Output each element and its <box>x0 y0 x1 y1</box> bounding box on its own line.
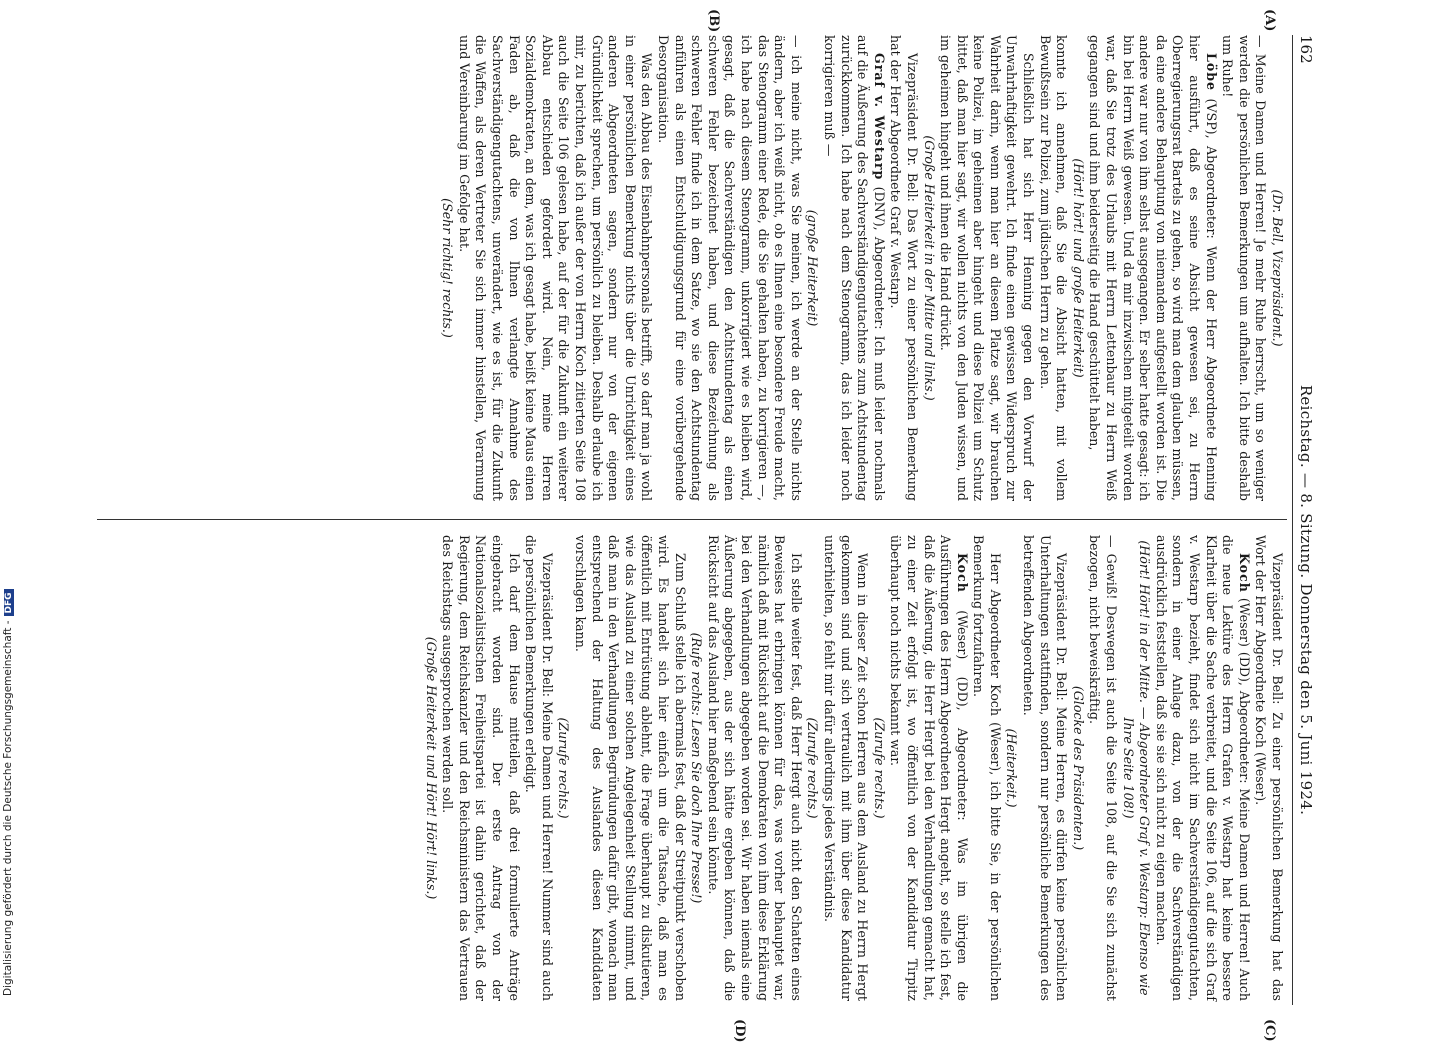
paragraph: Vizepräsident Dr. Bell: Das Wort zu einer persönlichen Bemerkung hat der Herr Abgeordnete Graf v. Westarp. <box>888 35 920 501</box>
paragraph: Vizepräsident Dr. Bell: Meine Herren, es dürfen keine persönlichen Unterhaltungen stattfinden, sondern nur persönliche Bemerkungen des betreffenden Abgeordneten. <box>1021 535 1070 1001</box>
running-title: Reichstag. — 8. Sitzung. Donnerstag den 5. Juni 1924. <box>1297 384 1315 816</box>
interjection: (Heiterkeit.) <box>1004 728 1020 808</box>
paragraph: Ich darf dem Hause mitteilen, daß drei formulierte Anträge eingebracht worden sind. Der erste Antrag von der Nationalsozialistischen Freiheitspartei ist dahin gerichtet, daß der Regierung, dem Reichskanzler und den Reichsministern das Vertrauen des Reichstags ausgesprochen werden soll. <box>440 535 522 1001</box>
speech-paragraph <box>1086 35 1219 501</box>
paragraph: Vizepräsident Dr. Bell: Zu einer persönlichen Bemerkung hat das Wort der Herr Abgeordnete Koch (Weser). <box>1253 535 1285 1001</box>
paragraph: — Gewiß! Deswegen ist auch die Seite 108, auf die Sie sich zunächst bezogen, nicht beweiskräftig. <box>1087 535 1120 1001</box>
credit-text: Digitalisierung gefördert durch die Deutsche Forschungsgemeinschaft - <box>2 620 14 996</box>
speech-text: (DNV), Abgeordneter: Ich muß leider nochmals auf die Äußerung des Sachverständigengutachtens zum Achtstundentag zurückkommen. Ich habe nach dem Stenogramm, das ich leider noch korrigieren muß — <box>821 35 887 501</box>
paragraph: — Meine Damen und Herren! Je mehr Ruhe herrscht, um so weniger werden die persönlichen Bemerkungen um aufhalten. Ich bitte deshalb um Ruhe! <box>1220 35 1269 501</box>
interjection: (Zurufe rechts.) <box>556 717 572 819</box>
interjection: (Zurufe rechts.) <box>871 717 887 819</box>
interjection: (Sehr richtig! rechts.) <box>440 198 456 338</box>
page-header <box>1291 35 1317 1005</box>
speaker-name: Koch <box>954 553 970 593</box>
paragraph: Wenn in dieser Zeit schon Herren aus dem Ausland zu Herrn Hergt gekommen sind und sich vertraulich mit ihm über diese Kandidatur unterhielten, so fehlt mir dafür allerdings jedes Verständnis. <box>821 535 871 1001</box>
digitization-credit <box>2 6 16 996</box>
speaker-note: (Dr. Bell, Vizepräsident.) <box>1270 189 1285 347</box>
margin-mark-b: (B) <box>706 9 721 33</box>
speaker-name: Löbe <box>1203 53 1219 92</box>
paragraph: Was den Abbau des Eisenbahnpersonals betrifft, so darf man ja wohl in einer persönlichen Bemerkung nichts über die Unrichtigkeit eines anderen Abgeordneten sagen, sondern nur von der eigenen Gründlichkeit sprechen, um persönlich zu bleiben. Deshalb erlaube ich mir, zu berichten, daß ich außer der von Herrn Koch zitierten Seite 108 auch die Seite 106 gelesen habe, auf der für die Zukunft ein weiterer Abbau entschieden gefordert wird. Nein, meine Herren Sozialdemokraten, an dem, was ich gesagt habe, beißt keine Maus einen Faden ab, daß die von Ihnen verlangte Annahme des Sachverständigengutachtens, unverändert, wie es ist, für die Zukunft die Waffen, als deren Vertreter Sie sich immer hinstellen, Verarmung und Vereinbarung im Gefolge hat. <box>456 35 655 501</box>
speaker-name: Graf v. Westarp <box>871 53 887 181</box>
paragraph: konnte ich annehmen, daß Sie die Absicht hatten, mit vollem Bewußtsein zur Polizei, zum jüdischen Herrn zu gehen. <box>1037 35 1070 501</box>
dfg-logo: DFG <box>4 589 14 616</box>
speech-text: (Weser) (DD), Abgeordneter: Meine Damen und Herren! Auch die neue Lektüre des Herrn Grafen v. Westarp hat keine bessere Klarheit über die Sache verbreitet, und die Seite 106, auf die sich Graf v. Westarp bezieht, findet sich nicht im Sachverständigengutachten, sondern in einer Anlage dazu, von der die Sachverständigen ausdrücklich feststellen, daß sie sie sich nicht zu eigen machen. <box>1153 535 1252 1001</box>
paragraph: Herr Abgeordneter Koch (Weser), ich bitte Sie, in der persönlichen Bemerkung fortzufahren. <box>971 535 1003 1001</box>
interjection: (Hört! Hört! in der Mitte. — Abgeordneter Graf v. Westarp: Ebenso wie Ihre Seite 108!) <box>1120 540 1153 996</box>
paragraph: Zum Schluß stelle ich abermals fest, daß der Streitpunkt verschoben wird. Es handelt sich hier einfach um die Tatsache, daß man es öffentlich mit Entrüstung ablehnt, die Frage überhaupt zu diskutieren, wie das Ausland zu einer solchen Angelegenheit Stellung nimmt, und daß man in den Verhandlungen Begründungen dafür gibt, wonach man entsprechend der Haltung des Auslandes diesen Kandidaten vorschlagen kann. <box>573 535 688 1001</box>
speech-text: (VSP), Abgeordneter: Wenn der Herr Abgeordnete Henning hier ausführt, daß es seine Absicht gewesen sei, zu Herrn Oberregierungsrat Bartels zu gehen, so wird man dem glauben müssen, da eine andere Behauptung von niemandem aufgestellt worden ist. Die andere war nur von ihm selbst ausgegangen. Er selber hatte gesagt: ich bin bei Herrn Weiß gewesen. Und da mir inzwischen mitgeteilt worden war, daß Sie trotz des Urlaubs mit Herrn Lettenbaur zu Herrn Weiß gegangen sind und ihm beiderseitig die Hand geschüttelt haben, <box>1087 35 1219 501</box>
speech-paragraph <box>820 35 886 501</box>
speech-paragraph <box>887 535 970 1001</box>
paragraph: Schließlich hat sich Herr Henning gegen den Vorwurf der Unwahrhaftigkeit gewehrt. Ich finde einen gewissen Widerspruch zur Wahrheit darin, wenn man hier an diesem Platze sagt, wir brauchen keine Polizei, im geheimen aber hingeht und diese Polizei um Schutz bittet, daß man hier sagt, wir wollen nichts von den Juden wissen, und im geheimen hingeht und ihnen die Hand drückt. <box>938 35 1037 501</box>
paragraph: Ich stelle weiter fest, daß Herr Hergt auch nicht den Schatten eines Beweises hat erbringen können für das, was vorher behauptet war, nämlich daß mit Rücksicht auf die Demokraten von ihm diese Erklärung bei den Verhandlungen abgegeben worden sei. Wir haben niemals eine Äußerung abgegeben, aus der sich hätte ergeben können, daß die Rücksicht auf das Ausland hier maßgebend sein könnte. <box>705 535 804 1001</box>
interjection: (Große Heiterkeit in der Mitte und links.) <box>921 135 937 401</box>
column-divider <box>97 519 1287 520</box>
interjection: (Rufe rechts: Lesen Sie doch Ihre Presse!) <box>689 632 705 904</box>
page-number: 162 <box>1297 35 1315 64</box>
margin-mark-a: (A) <box>1262 9 1277 32</box>
paragraph: — ich meine nicht, was Sie meinen, ich werde an der Stelle nichts ändern, aber ich weiß nicht, ob es Ihnen eine besondere Freude macht, das Stenogramm einer Rede, die Sie gehalten haben, zu korrigieren —, ich habe nach diesem Stenogramm, unkorrigiert wie es bleiben wird, gesagt, daß die Sachverständigen den Achtstundentag als einen schweren Fehler bezeichnet haben, und diese Bezeichnung als schweren Fehler finde ich in dem Satze, wo sie den Achtstundentag anführen als einen Entschuldigungsgrund für eine vorübergehende Desorganisation. <box>656 35 804 501</box>
interjection: (Glocke des Präsidenten.) <box>1070 685 1086 851</box>
header-rule <box>1292 35 1293 1005</box>
interjection: (Hört! hört! und große Heiterkeit) <box>1070 158 1086 378</box>
speech-text: (Weser) (DD), Abgeordneter: Was im übrigen die Ausführungen des Herrn Abgeordneten Hergt angeht, so stelle ich fest, daß die Äußerung, die Herr Hergt bei den Verhandlungen gemacht hat, zu einer Zeit erfolgt ist, wo öffentlich von der Kandidatur Tirpitz überhaupt noch nichts bekannt war. <box>888 535 970 1001</box>
speaker-name: Koch <box>1236 553 1252 593</box>
interjection: (große Heiterkeit) <box>805 209 821 327</box>
speech-paragraph <box>1152 535 1252 1001</box>
interjection: (Große Heiterkeit und Hört! Hört! links.) <box>423 636 439 900</box>
interjection: (Zurufe rechts.) <box>805 717 821 819</box>
left-column <box>439 35 1285 501</box>
right-column <box>422 535 1285 1001</box>
rotated-document-page <box>97 9 1317 1043</box>
paragraph: Vizepräsident Dr. Bell: Meine Damen und Herren! Nummer sind auch die persönlichen Bemerkungen erledigt. <box>523 535 555 1001</box>
margin-mark-c: (C) <box>1262 1019 1277 1042</box>
margin-mark-d: (D) <box>732 1019 747 1043</box>
